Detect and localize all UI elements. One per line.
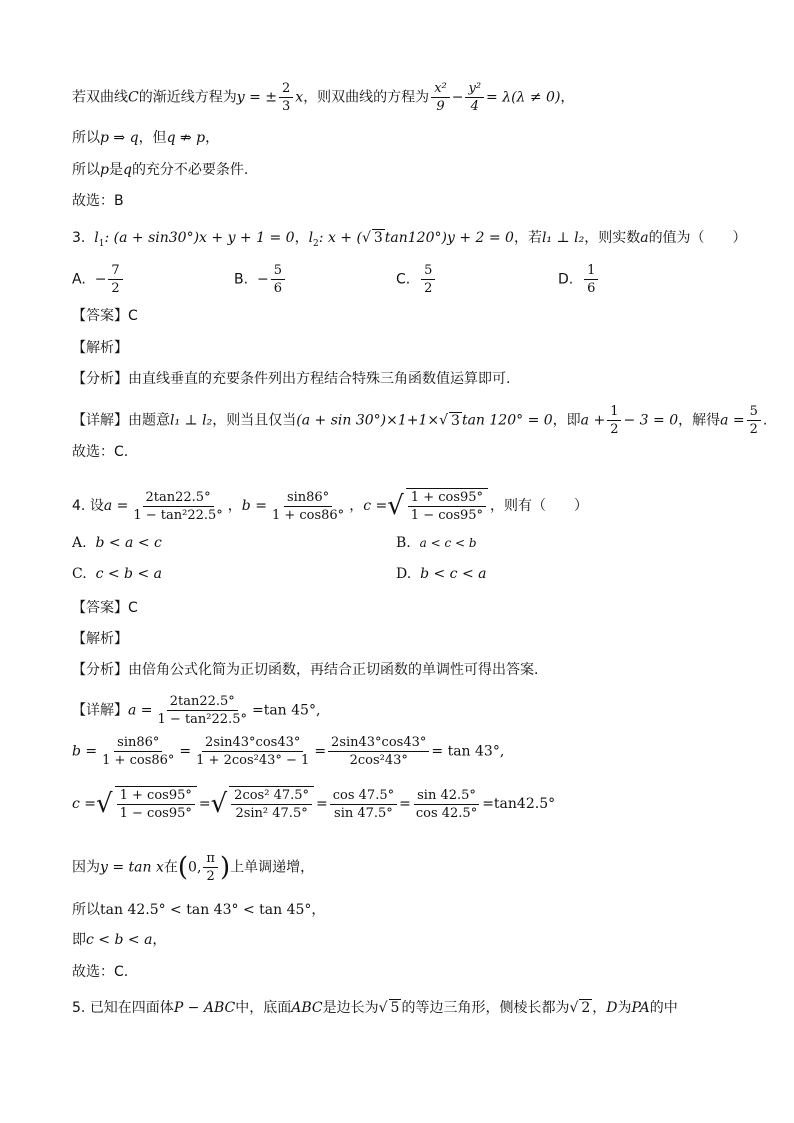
question-5-stem: 5. 已知在四面体P − ABC中，底面ABC是边长为√ 5 的等边三角形，侧棱长都为√ 2 ，D为PA的中 bbox=[72, 1000, 678, 1016]
option-a[interactable]: A. b < a < c bbox=[72, 535, 162, 551]
text-line: 故选：B bbox=[72, 193, 124, 209]
option-b[interactable]: B. − $\frac{5}{6}$ bbox=[234, 262, 287, 297]
option-d[interactable]: D. b < c < a bbox=[396, 566, 487, 582]
text-line: 所以p ⇒ q，但q ⇏ p， bbox=[72, 130, 220, 146]
option-c[interactable]: C. $\frac{5}{2}$ bbox=[396, 262, 437, 297]
question-4-stem: 4. 设a = $\frac{2\tan 22.5^\circ}{\text{1 − tan²22.5°}}$ ，b = $\frac{\sin 86^\circ}{1 + \cos 86^\circ}$ ，c = √ $\frac{1 + \cos 95^\circ}{1 - \cos 95^\circ}$ ，则有（ ） bbox=[72, 489, 589, 523]
derivation-c: c = √ $\frac{1 + \cos 95^\circ}{1 - \cos 95^\circ}$ = √ $\frac{\text{2cos² 47.5°}}{\text{2sin² 47.5°}}$ = $\frac{\cos 47.5^\circ}{\sin 47.5^\circ}$ = $\frac{\sin 42.5^\circ}{\cos 42.5^\circ}$ =tan42.5° bbox=[72, 787, 556, 821]
question-3-stem: 3. $l_1$: (a + sin30°)x + y + 1 = 0，$l_2$: x + (√ 3 tan120°)y + 2 = 0，若l₁ ⊥ l₂，则实数a的值为（ ） bbox=[72, 230, 747, 249]
choose-line: 故选：C. bbox=[72, 444, 129, 460]
fenxi-line: 【分析】由直线垂直的充要条件列出方程结合特殊三角函数值运算即可. bbox=[72, 371, 511, 387]
option-d[interactable]: D. $\frac{1}{6}$ bbox=[558, 262, 600, 297]
answer-line: 【答案】C bbox=[72, 600, 138, 616]
analysis-tag: 【解析】 bbox=[72, 631, 128, 647]
fenxi-line: 【分析】由倍角公式化简为正切函数，再结合正切函数的单调性可得出答案. bbox=[72, 662, 539, 678]
text-line: 若双曲线C的渐近线方程为y = ± $\frac{2}{3}$ x，则双曲线的方程为 $\frac{\text{x²}}{9}$ − $\frac{\text{y²}}{4}$ = λ(λ ≠ 0)， bbox=[72, 81, 575, 114]
xiangjie-line: 【详解】由题意l₁ ⊥ l₂，则当且仅当(a + sin 30°)×1+1×√ 3 tan 120° = 0，即a + $\frac{1}{2}$ − 3 = 0，解得a = $\frac{5}{2}$ . bbox=[72, 404, 768, 437]
derivation-b: b = $\frac{\sin 86^\circ}{1 + \cos 86^\circ}$ = $\frac{2\sin 43^\circ\cos 43^\circ}{\text{1 + 2cos²43° − 1}}$ = $\frac{2\sin 43^\circ\cos 43^\circ}{\text{2cos²43°}}$ = tan 43°, bbox=[72, 735, 505, 768]
ie-line: 即c < b < a， bbox=[72, 932, 167, 948]
fraction: $\frac{\text{y²}}{4}$ bbox=[465, 80, 484, 115]
option-c[interactable]: C. c < b < a bbox=[72, 566, 162, 582]
monotonic-line: 因为y = tan x在(0, $\frac{\pi}{2}$ )上单调递增， bbox=[72, 851, 315, 884]
fraction: $\frac{\text{x²}}{9}$ bbox=[431, 80, 450, 115]
so-line: 所以tan 42.5° < tan 43° < tan 45°， bbox=[72, 902, 326, 918]
derivation-a: 【详解】a = $\frac{2\tan 22.5^\circ}{\text{1 − tan²22.5°}}$ =tan 45°, bbox=[72, 694, 321, 727]
analysis-tag: 【解析】 bbox=[72, 340, 128, 356]
option-b[interactable]: B. a < c < b bbox=[396, 535, 477, 551]
text-line: 所以p是q的充分不必要条件. bbox=[72, 162, 249, 178]
answer-line: 【答案】C bbox=[72, 308, 138, 324]
fraction: $\frac{2}{3}$ bbox=[279, 80, 293, 115]
choose-line: 故选：C. bbox=[72, 964, 129, 980]
option-a[interactable]: A. − $\frac{7}{2}$ bbox=[72, 262, 125, 297]
